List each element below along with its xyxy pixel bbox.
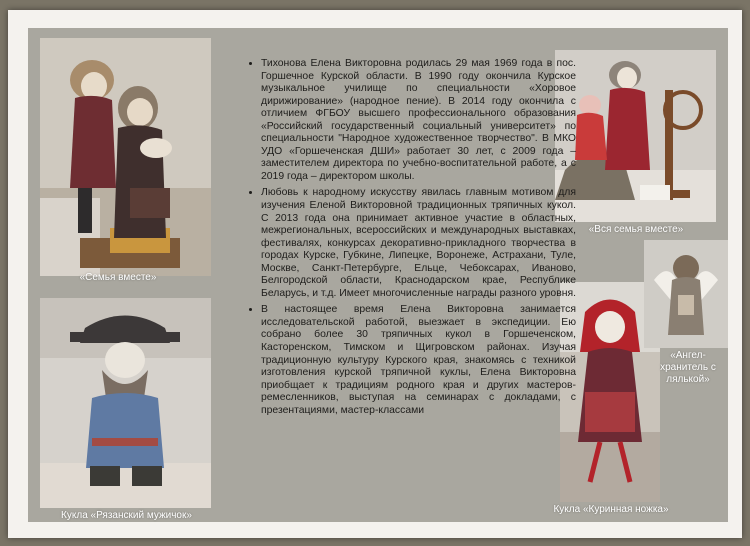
caption-angel: «Ангел-хранитель с лялькой» <box>660 350 716 385</box>
paragraph-biography: • Тихонова Елена Викторовна родилась 29 мая 1969 года в пос. Горшечное Курской области. В 1990 году окончила Курское музыкальное училище по специальности «Хоровое дирижирование» (народное пение). В 2014 году окончила с отличием ФГБОУ высшего профессионального образования «Российский государственный социальный университет» по специальности "Народное художественное творчество". В МКО УДО «Горшеченская ДШИ» работает 30 лет, с 2009 года – заместителем директора по учебно-воспитательной работе, а с 2019 года – директором школы. <box>261 58 576 183</box>
biography-text <box>246 58 576 421</box>
caption-whole-family: «Вся семья вместе» <box>588 224 684 235</box>
photo-whole-family <box>555 50 716 222</box>
photo-ryazan-man <box>40 298 211 508</box>
photo-angel <box>644 240 728 348</box>
caption-chicken-leg: Кукла «Куринная ножка» <box>553 504 669 515</box>
paragraph-exhibitions: • Любовь к народному искусству явилась главным мотивом для изучения Еленой Викторовной традиционных тряпичных кукол. С 2013 года она принимает активное участие в областных, межрегиональных, всероссийских и международных выставках, фестивалях, конкурсах декоративно-прикладного творчества в городах Курске, Губкине, Липецке, Воронеже, Астрахани, Туле, Москве, Санкт-Петербурге, Ельце, Чебоксарах, Иваново, Белгородской области, Краснодарском крае, Республике Беларусь, и т.д. Имеет многочисленные награды разного уровня. <box>261 187 576 300</box>
caption-family-together: «Семья вместе» <box>79 272 157 283</box>
leaflet-page <box>8 10 742 538</box>
paragraph-research: • В настоящее время Елена Викторовна занимается исследовательской работой, выезжает в экспедиции. Ею собрано более 30 тряпичных кукол в Горшеченском, Касторенском, Тимском и Щигровском районах. Изучая традиционную культуру Курского края, знакомясь с техникой изготовления курской тряпичной куклы, Елена Викторовна приобщает к традициям родного края и других мастеров-ремесленников, выступая на семинарах с докладами, с презентациями, мастер-классами <box>261 304 576 417</box>
caption-ryazan-man: Кукла «Рязанский мужичок» <box>61 510 192 521</box>
content-panel <box>28 28 728 522</box>
photo-family-together <box>40 38 211 276</box>
